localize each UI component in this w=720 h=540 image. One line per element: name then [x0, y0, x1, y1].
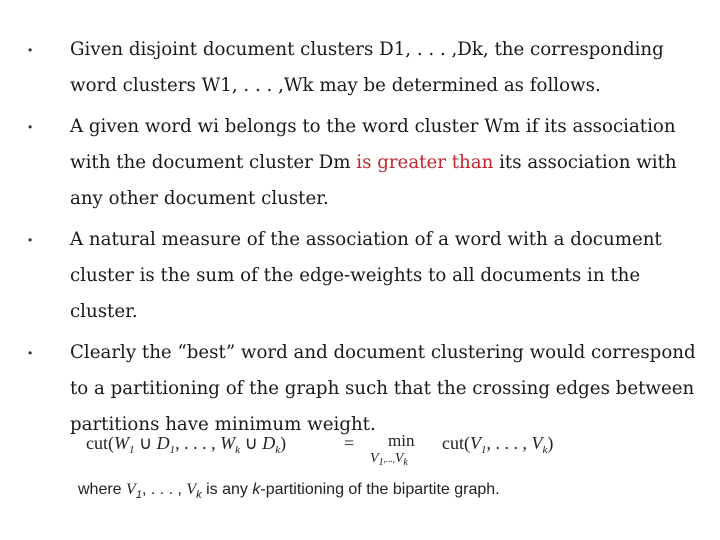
bullet-text: Clearly the “best” word and document clustering would correspond to a partitioning of the graph such that the crossing edges between partitions have minimum weight. — [70, 342, 696, 435]
bullet-item-2 — [28, 109, 698, 217]
bullet-marker: • — [28, 233, 33, 247]
cut-formula — [86, 425, 606, 475]
formula-min: min — [388, 431, 415, 450]
formula-where-clause: where $V_1$, . . . , $V_k$ is any k-partitioning of the bipartite graph. — [78, 481, 500, 501]
bullet-item-1 — [28, 32, 698, 104]
bullet-item-3 — [28, 222, 698, 330]
emphasis-text: is greater than — [356, 152, 494, 173]
formula-min-subscript: $V_1,...,V_k$ — [370, 451, 408, 468]
bullet-text: A natural measure of the association of a word with a document cluster is the sum of the edge-weights to all documents in the cluster. — [70, 229, 662, 322]
bullet-marker: • — [28, 120, 33, 134]
bullet-marker: • — [28, 43, 33, 57]
bullet-marker: • — [28, 346, 33, 360]
bullet-text: Given disjoint document clusters D1, . . . ,Dk, the corresponding word clusters W1, . . . ,Wk may be determined as follows. — [70, 39, 664, 96]
bullet-text-end: its association with any other document cluster. — [70, 152, 677, 209]
bullet-text-start: A given word wi belongs to the word cluster Wm if its association with the document cluster Dm — [70, 116, 676, 173]
formula-rhs: $cut(V_1$, . . . , $V_k$) — [442, 433, 554, 456]
formula-equals: = — [344, 433, 355, 453]
formula-lhs: $cut(W_1$ ∪ $D_1$, . . . , $W_k$ ∪ $D_k$) — [86, 433, 287, 456]
bullet-list — [28, 32, 698, 448]
